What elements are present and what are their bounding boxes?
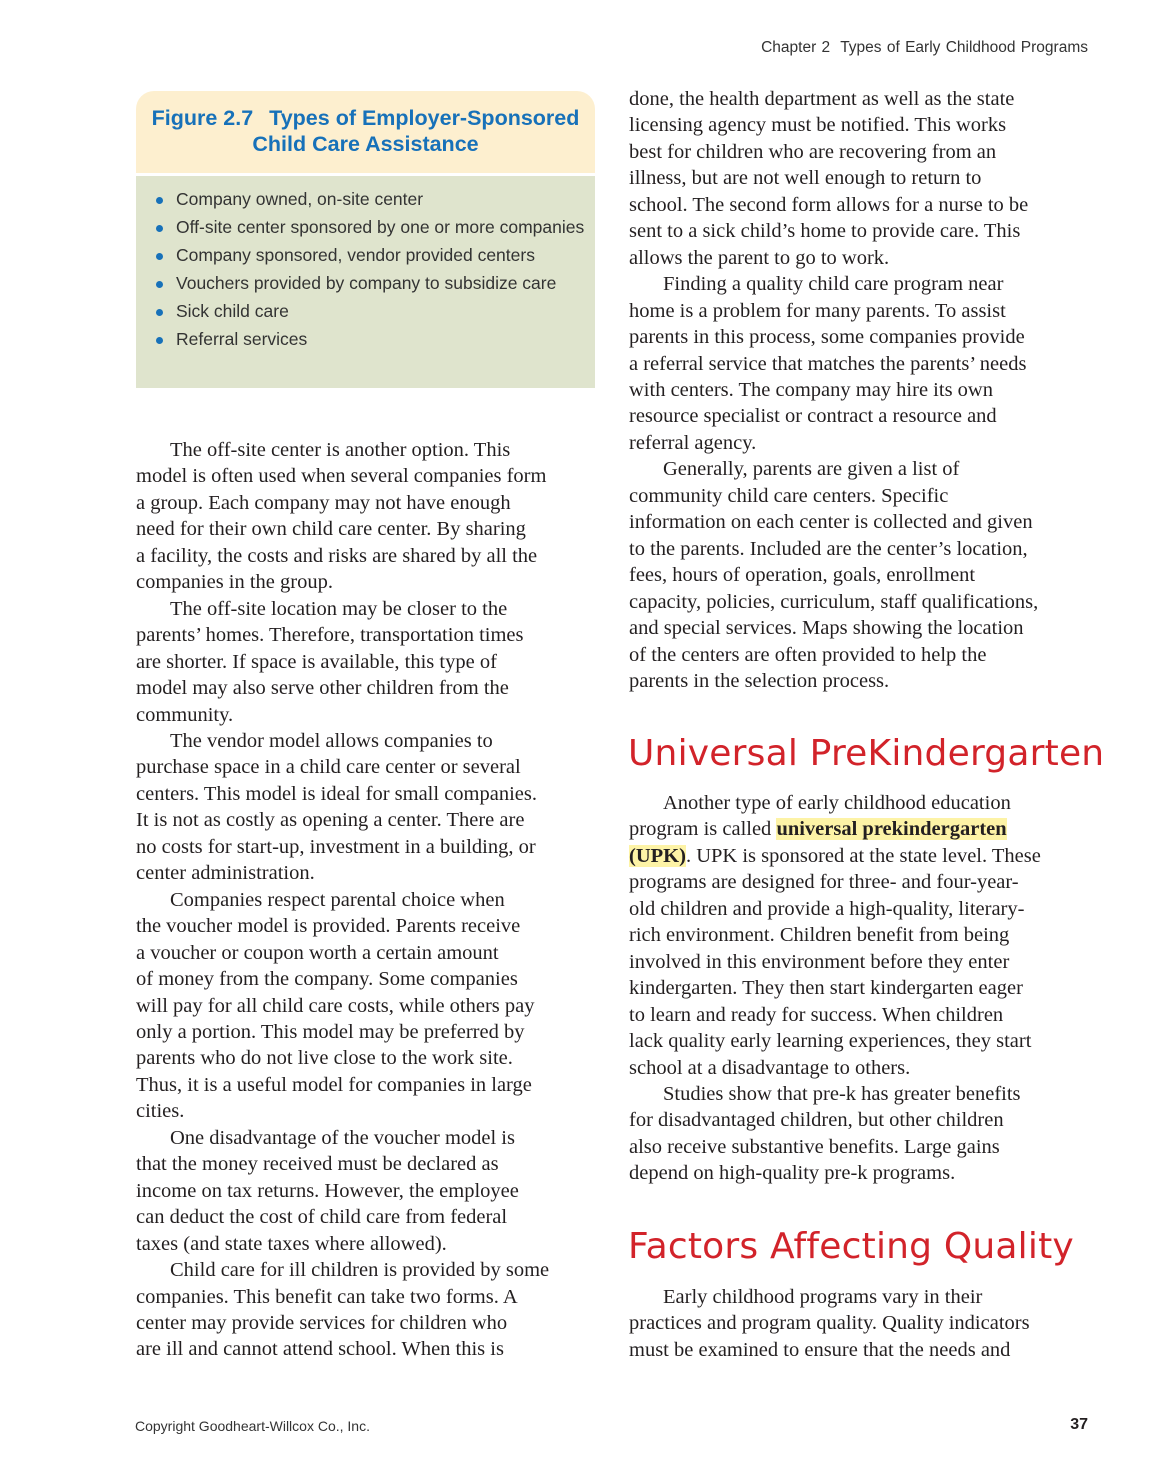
text-line: taxes (and state taxes where allowed). <box>136 1232 447 1255</box>
text-line: best for children who are recovering from an <box>629 140 997 163</box>
text-line: school. The second form allows for a nurse to be <box>629 193 1029 216</box>
text-line: Child care for ill children is provided by some <box>170 1259 550 1282</box>
text-line: companies. This benefit can take two forms. A <box>136 1285 518 1308</box>
text-line: resource specialist or contract a resource and <box>629 405 997 428</box>
text-segment: . UPK is sponsored at the state level. These <box>685 844 1041 867</box>
text-line: the voucher model is provided. Parents receive <box>136 915 521 938</box>
paragraph <box>629 86 1038 271</box>
text-line: programs are designed for three- and four-year- <box>629 871 1019 894</box>
text-line: that the money received must be declared as <box>136 1153 499 1176</box>
text-line: a group. Each company may not have enough <box>136 491 511 514</box>
figure-list-item: Referral services <box>136 328 595 351</box>
text-line: information on each center is collected and given <box>629 511 1033 534</box>
text-line: parents in this process, some companies provide <box>629 326 1025 349</box>
text-line: lack quality early learning experiences, they start <box>629 1030 1032 1053</box>
figure-body <box>136 176 595 388</box>
text-line: to learn and ready for success. When children <box>629 1003 1004 1026</box>
text-line: will pay for all child care costs, while others pay <box>136 994 535 1017</box>
text-line: The off-site location may be closer to the <box>170 597 508 620</box>
chapter-title: Types of Early Childhood Programs <box>840 39 1088 56</box>
text-line: with centers. The company may hire its own <box>629 378 993 401</box>
text-line: a facility, the costs and risks are shared by all the <box>136 544 538 567</box>
paragraph <box>629 1284 1030 1363</box>
figure-title-line2: Child Care Assistance <box>252 132 479 156</box>
text-segment: program is called <box>629 818 777 841</box>
text-line: a referral service that matches the parents’ needs <box>629 352 1027 375</box>
text-line: purchase space in a child care center or several <box>136 756 521 779</box>
paragraph <box>629 271 1038 456</box>
text-line: and special services. Maps showing the location <box>629 617 1024 640</box>
text-line: are ill and cannot attend school. When this is <box>136 1338 504 1361</box>
text-line: Thus, it is a useful model for companies in large <box>136 1073 532 1096</box>
text-line: Studies show that pre-k has greater benefits <box>663 1082 1021 1105</box>
text-line: center administration. <box>136 862 315 885</box>
text-line: capacity, policies, curriculum, staff qualifications, <box>629 590 1039 613</box>
text-line: cities. <box>136 1100 185 1123</box>
text-line: The off-site center is another option. This <box>170 439 511 461</box>
page-number: 37 <box>1070 1416 1088 1433</box>
text-line: One disadvantage of the voucher model is <box>170 1126 515 1149</box>
section-heading-upk: Universal PreKindergarten <box>628 733 1105 774</box>
paragraph <box>629 1081 1041 1187</box>
figure-box <box>136 91 595 388</box>
upk-text <box>629 790 1041 1187</box>
paragraph <box>629 456 1038 694</box>
text-line: old children and provide a high-quality, literary- <box>629 897 1025 920</box>
text-line: depend on high-quality pre-k programs. <box>629 1162 956 1185</box>
text-line: Finding a quality child care program near <box>663 273 1004 296</box>
text-line: model may also serve other children from the <box>136 677 509 700</box>
paragraph <box>629 790 1041 1081</box>
text-line: parents who do not live close to the work site. <box>136 1047 513 1070</box>
text-line: Another type of early childhood education <box>663 792 1011 814</box>
figure-list-item: Company sponsored, vendor provided centers <box>136 244 595 267</box>
paragraph <box>136 596 549 728</box>
text-line: parents in the selection process. <box>629 669 890 692</box>
text-line: income on tax returns. However, the employee <box>136 1179 519 1202</box>
text-line: are shorter. If space is available, this type of <box>136 650 497 673</box>
text-line: illness, but are not well enough to return to <box>629 167 982 190</box>
text-line: community. <box>136 703 234 726</box>
text-line: referral agency. <box>629 431 757 454</box>
section-heading-quality: Factors Affecting Quality <box>628 1226 1074 1267</box>
text-line: Early childhood programs vary in their <box>663 1286 983 1308</box>
text-line: centers. This model is ideal for small companies. <box>136 782 537 805</box>
text-line: It is not as costly as opening a center. There are <box>136 809 525 832</box>
key-term: universal prekindergarten <box>776 818 1007 841</box>
text-line: must be examined to ensure that the needs and <box>629 1338 1011 1361</box>
text-line: of the centers are often provided to help the <box>629 643 987 666</box>
text-line: a voucher or coupon worth a certain amount <box>136 941 499 964</box>
text-line: also receive substantive benefits. Large gains <box>629 1135 1000 1158</box>
paragraph <box>136 728 549 887</box>
text-line: to the parents. Included are the center’s location, <box>629 537 1028 560</box>
text-line: Generally, parents are given a list of <box>663 458 960 481</box>
text-line: model is often used when several companies form <box>136 465 547 488</box>
text-line: for disadvantaged children, but other children <box>629 1109 1004 1132</box>
figure-title-line1: Types of Employer-Sponsored <box>269 106 580 130</box>
text-line: licensing agency must be notified. This works <box>629 114 1007 137</box>
text-line: rich environment. Children benefit from being <box>629 924 1010 947</box>
text-line <box>629 843 1041 869</box>
right-column-intro <box>629 86 1038 694</box>
quality-text <box>629 1284 1030 1363</box>
copyright: Copyright Goodheart-Willcox Co., Inc. <box>135 1418 370 1434</box>
text-line: center may provide services for children who <box>136 1311 508 1334</box>
text-line: school at a disadvantage to others. <box>629 1056 911 1079</box>
text-line: fees, hours of operation, goals, enrollment <box>629 564 976 587</box>
figure-list-item: Off-site center sponsored by one or more companies <box>136 216 595 239</box>
paragraph <box>136 1125 549 1257</box>
figure-list-item: Sick child care <box>136 300 595 323</box>
figure-list <box>136 188 595 351</box>
paragraph <box>136 437 549 596</box>
chapter-number: Chapter 2 <box>761 39 831 56</box>
text-line: companies in the group. <box>136 571 333 594</box>
running-head <box>761 39 1088 57</box>
text-line: Companies respect parental choice when <box>170 888 505 911</box>
left-column-text <box>136 437 549 1363</box>
text-line: only a portion. This model may be preferred by <box>136 1020 525 1043</box>
text-line: of money from the company. Some companies <box>136 968 518 991</box>
text-line: home is a problem for many parents. To assist <box>629 299 1006 322</box>
text-line: allows the parent to go to work. <box>629 246 890 269</box>
text-line: involved in this environment before they enter <box>629 950 1010 973</box>
figure-number: Figure 2.7 <box>151 106 254 130</box>
key-term: (UPK) <box>629 844 686 867</box>
text-line <box>629 816 1041 842</box>
text-line: parents’ homes. Therefore, transportation times <box>136 624 524 647</box>
text-line: The vendor model allows companies to <box>170 729 493 752</box>
text-line: practices and program quality. Quality indicators <box>629 1312 1030 1335</box>
text-line: done, the health department as well as the state <box>629 88 1015 110</box>
paragraph <box>136 887 549 1125</box>
text-line: can deduct the cost of child care from federal <box>136 1206 508 1229</box>
text-line: kindergarten. They then start kindergarten eager <box>629 977 1023 1000</box>
text-line: no costs for start-up, investment in a building, or <box>136 835 536 858</box>
figure-header <box>136 91 595 173</box>
figure-list-item: Company owned, on-site center <box>136 188 595 211</box>
text-line: need for their own child care center. By sharing <box>136 518 526 541</box>
paragraph <box>136 1257 549 1363</box>
text-line: community child care centers. Specific <box>629 484 949 507</box>
text-line: sent to a sick child’s home to provide care. This <box>629 220 1021 243</box>
figure-list-item: Vouchers provided by company to subsidize care <box>136 272 595 295</box>
